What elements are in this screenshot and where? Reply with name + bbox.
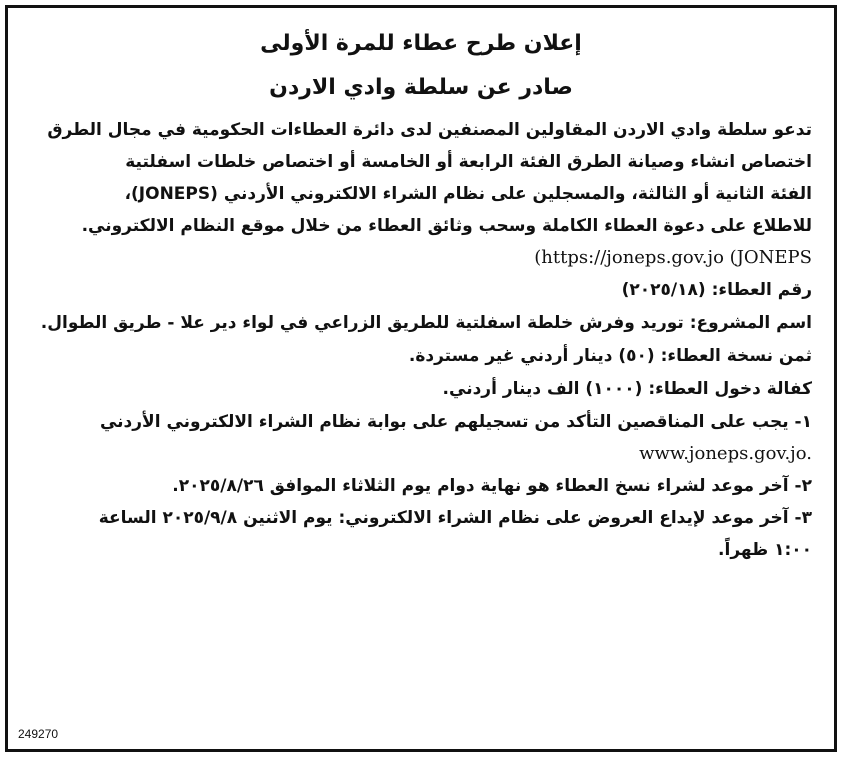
intro-line-4: للاطلاع على دعوة العطاء الكاملة وسحب وثائق العطاء من خلال موقع النظام الالكتروني.: [81, 216, 812, 236]
condition-item-1-url: www.joneps.gov.jo.: [639, 443, 812, 464]
condition-item-3: [30, 502, 812, 566]
bid-bond: كفالة دخول العطاء: (١٠٠٠) الف دينار أردني.: [442, 379, 812, 399]
intro-line-3: الفئة الثانية أو الثالثة، والمسجلين على نظام الشراء الالكتروني الأردني (JONEPS)،: [124, 184, 812, 204]
intro-paragraph: [30, 114, 812, 274]
announcement-issuer: صادر عن سلطة وادي الاردن: [269, 75, 573, 100]
joneps-url-line: (https://joneps.gov.jo (JONEPS: [534, 247, 812, 268]
reference-number: 249270: [18, 727, 59, 741]
intro-line-1: تدعو سلطة وادي الاردن المقاولين المصنفين لدى دائرة العطاءات الحكومية في مجال الطرق: [47, 120, 812, 140]
condition-item-3-line-2: ١:٠٠ ظهراً.: [718, 540, 812, 560]
tender-number: رقم العطاء: (٢٠٢٥/١٨): [621, 280, 812, 300]
announcement-frame: [5, 5, 837, 752]
intro-line-2: اختصاص انشاء وصيانة الطرق الفئة الرابعة أو الخامسة أو اختصاص خلطات اسفلتية: [125, 152, 812, 172]
announcement-content: [30, 22, 812, 566]
copy-price: ثمن نسخة العطاء: (٥٠) دينار أردني غير مستردة.: [408, 346, 812, 366]
condition-item-1-text: ١- يجب على المناقصين التأكد من تسجيلهم على بوابة نظام الشراء الالكتروني الأردني: [99, 412, 812, 432]
condition-item-3-line-1: ٣- آخر موعد لإيداع العروض على نظام الشراء الالكتروني: يوم الاثنين ٢٠٢٥/٩/٨ الساعة: [98, 508, 812, 528]
condition-item-2: ٢- آخر موعد لشراء نسخ العطاء هو نهاية دوام يوم الثلاثاء الموافق ٢٠٢٥/٨/٢٦.: [172, 476, 812, 496]
condition-item-1: [30, 406, 812, 470]
announcement-title: إعلان طرح عطاء للمرة الأولى: [260, 31, 582, 56]
project-name: اسم المشروع: توريد وفرش خلطة اسفلتية للطريق الزراعي في لواء دير علا - طريق الطوال.: [40, 313, 812, 333]
